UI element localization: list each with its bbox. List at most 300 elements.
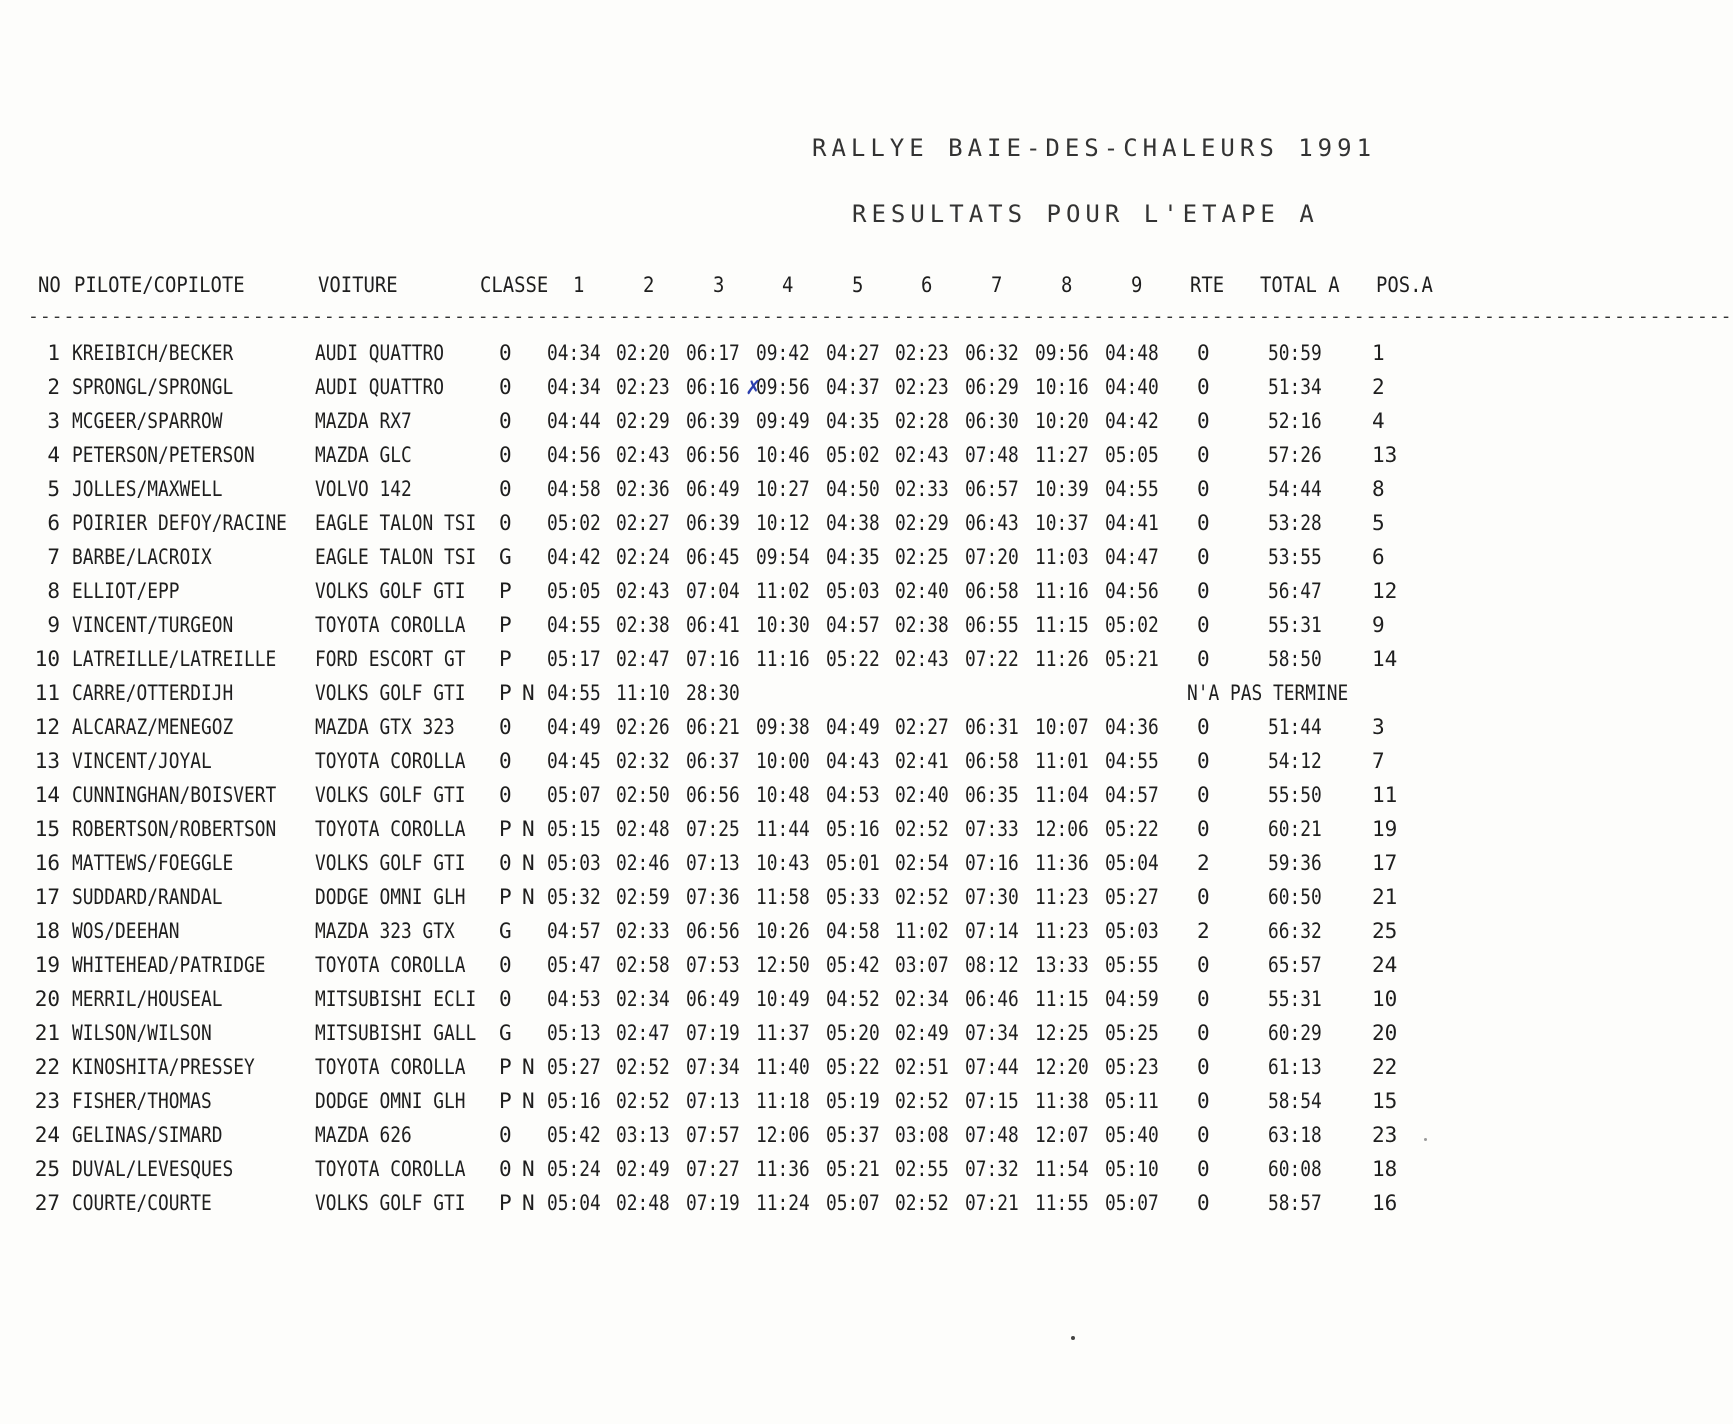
row-number: 9: [47, 613, 60, 637]
stage-time-2: 02:38: [616, 613, 670, 637]
stage-time-9: 04:55: [1105, 749, 1159, 773]
stage-time-7: 06:31: [965, 715, 1019, 739]
stage-time-7: 06:29: [965, 375, 1019, 399]
stage-time-9: 04:48: [1105, 341, 1159, 365]
table-row: [0, 851, 1512, 885]
stage-time-8: 11:38: [1035, 1089, 1089, 1113]
car-model: FORD ESCORT GT: [315, 647, 466, 671]
total-time: 58:50: [1268, 647, 1322, 671]
car-model: TOYOTA COROLLA: [315, 1055, 466, 1079]
car-class: P: [499, 817, 512, 841]
stage-time-8: 11:27: [1035, 443, 1089, 467]
novice-flag: N: [522, 1089, 535, 1113]
stage-time-2: 02:24: [616, 545, 670, 569]
row-number: 27: [34, 1191, 60, 1215]
road-penalty: 0: [1197, 1021, 1210, 1045]
stage-time-4: 09:38: [756, 715, 810, 739]
stage-time-4: 12:06: [756, 1123, 810, 1147]
table-row: [0, 545, 1512, 579]
paper-speck: [1424, 1138, 1427, 1141]
car-class: P: [499, 579, 512, 603]
stage-time-9: 04:42: [1105, 409, 1159, 433]
position: 9: [1372, 613, 1385, 637]
stage-time-9: 05:22: [1105, 817, 1159, 841]
car-class: 0: [499, 341, 512, 365]
car-model: TOYOTA COROLLA: [315, 953, 466, 977]
stage-time-3: 06:21: [686, 715, 740, 739]
pilot-copilot: KINOSHITA/PRESSEY: [72, 1055, 255, 1079]
stage-time-9: 05:11: [1105, 1089, 1159, 1113]
table-row: [0, 1089, 1512, 1123]
stage-time-6: 02:52: [895, 885, 949, 909]
row-number: 12: [34, 715, 60, 739]
pilot-copilot: VINCENT/TURGEON: [72, 613, 234, 637]
header-voiture: VOITURE: [318, 273, 398, 297]
stage-time-7: 06:58: [965, 579, 1019, 603]
stage-time-8: 11:23: [1035, 885, 1089, 909]
stage-time-1: 05:04: [547, 1191, 601, 1215]
stage-time-1: 05:17: [547, 647, 601, 671]
row-number: 20: [34, 987, 60, 1011]
pilot-copilot: WOS/DEEHAN: [72, 919, 180, 943]
stage-time-7: 06:55: [965, 613, 1019, 637]
row-number: 22: [34, 1055, 60, 1079]
car-class: G: [499, 545, 512, 569]
stage-time-6: 02:23: [895, 375, 949, 399]
row-number: 2: [47, 375, 60, 399]
header-classe: CLASSE: [480, 273, 549, 297]
stage-time-6: 02:25: [895, 545, 949, 569]
header-pos: POS.A: [1376, 273, 1433, 297]
road-penalty: 0: [1197, 341, 1210, 365]
stage-time-1: 05:15: [547, 817, 601, 841]
total-time: 53:55: [1268, 545, 1322, 569]
pilot-copilot: SPRONGL/SPRONGL: [72, 375, 234, 399]
stage-time-9: 05:04: [1105, 851, 1159, 875]
total-time: 66:32: [1268, 919, 1322, 943]
pilot-copilot: LATREILLE/LATREILLE: [72, 647, 277, 671]
car-class: 0: [499, 1123, 512, 1147]
stage-time-1: 05:05: [547, 579, 601, 603]
total-time: 63:18: [1268, 1123, 1322, 1147]
stage-time-8: 12:07: [1035, 1123, 1089, 1147]
stage-time-1: 04:55: [547, 613, 601, 637]
table-row: [0, 579, 1512, 613]
stage-time-3: 07:19: [686, 1021, 740, 1045]
car-model: DODGE OMNI GLH: [315, 885, 466, 909]
stage-time-9: 05:23: [1105, 1055, 1159, 1079]
total-time: 56:47: [1268, 579, 1322, 603]
stage-time-6: 02:41: [895, 749, 949, 773]
car-model: EAGLE TALON TSI: [315, 545, 477, 569]
stage-time-8: 13:33: [1035, 953, 1089, 977]
position: 7: [1372, 749, 1385, 773]
position: 14: [1372, 647, 1398, 671]
car-class: 0: [499, 783, 512, 807]
stage-time-4: 11:24: [756, 1191, 810, 1215]
stage-time-1: 04:42: [547, 545, 601, 569]
stage-time-6: 11:02: [895, 919, 949, 943]
pilot-copilot: ALCARAZ/MENEGOZ: [72, 715, 234, 739]
road-penalty: 0: [1197, 545, 1210, 569]
stage-time-4: 10:46: [756, 443, 810, 467]
stage-time-3: 06:49: [686, 477, 740, 501]
stage-time-7: 07:21: [965, 1191, 1019, 1215]
row-number: 4: [47, 443, 60, 467]
car-class: 0: [499, 1157, 512, 1181]
header-no: NO: [38, 273, 61, 297]
stage-time-2: 02:52: [616, 1089, 670, 1113]
stage-time-4: 11:16: [756, 647, 810, 671]
stage-time-2: 02:59: [616, 885, 670, 909]
stage-time-4: 10:00: [756, 749, 810, 773]
stage-time-3: 07:34: [686, 1055, 740, 1079]
stage-time-5: 05:19: [826, 1089, 880, 1113]
road-penalty: 0: [1197, 783, 1210, 807]
car-model: MAZDA GLC: [315, 443, 412, 467]
header-stage-8: 8: [1061, 273, 1073, 297]
stage-time-8: 11:55: [1035, 1191, 1089, 1215]
total-time: 51:44: [1268, 715, 1322, 739]
stage-time-8: 11:15: [1035, 613, 1089, 637]
stage-time-3: 06:16: [686, 375, 740, 399]
stage-time-8: 11:36: [1035, 851, 1089, 875]
stage-time-7: 07:48: [965, 443, 1019, 467]
stage-time-3: 06:39: [686, 511, 740, 535]
row-number: 25: [34, 1157, 60, 1181]
stage-time-3: 06:49: [686, 987, 740, 1011]
stage-time-8: 11:26: [1035, 647, 1089, 671]
car-class: 0: [499, 953, 512, 977]
total-time: 58:57: [1268, 1191, 1322, 1215]
stage-time-9: 05:10: [1105, 1157, 1159, 1181]
car-model: EAGLE TALON TSI: [315, 511, 477, 535]
car-model: MAZDA 323 GTX: [315, 919, 455, 943]
stage-time-3: 07:36: [686, 885, 740, 909]
pilot-copilot: VINCENT/JOYAL: [72, 749, 212, 773]
table-row: [0, 1021, 1512, 1055]
stage-time-8: 11:23: [1035, 919, 1089, 943]
stage-time-3: 07:04: [686, 579, 740, 603]
stage-time-5: 05:33: [826, 885, 880, 909]
pilot-copilot: ROBERTSON/ROBERTSON: [72, 817, 277, 841]
stage-time-3: 07:19: [686, 1191, 740, 1215]
stage-time-1: 04:55: [547, 681, 601, 705]
stage-time-7: 06:58: [965, 749, 1019, 773]
table-row: [0, 817, 1512, 851]
stage-time-1: 05:47: [547, 953, 601, 977]
position: 15: [1372, 1089, 1398, 1113]
stage-time-5: 04:53: [826, 783, 880, 807]
car-model: VOLKS GOLF GTI: [315, 851, 466, 875]
position: 10: [1372, 987, 1398, 1011]
stage-time-7: 07:20: [965, 545, 1019, 569]
table-row: [0, 919, 1512, 953]
stage-time-6: 02:23: [895, 341, 949, 365]
table-row: [0, 341, 1512, 375]
car-model: TOYOTA COROLLA: [315, 749, 466, 773]
stage-time-5: 05:20: [826, 1021, 880, 1045]
stage-time-6: 02:55: [895, 1157, 949, 1181]
total-time: 53:28: [1268, 511, 1322, 535]
table-row: [0, 681, 1512, 715]
stage-time-1: 05:42: [547, 1123, 601, 1147]
stage-time-6: 02:27: [895, 715, 949, 739]
position: 19: [1372, 817, 1398, 841]
stage-time-4: 11:18: [756, 1089, 810, 1113]
stage-time-6: 03:07: [895, 953, 949, 977]
stage-time-6: 02:34: [895, 987, 949, 1011]
stage-time-7: 06:43: [965, 511, 1019, 535]
stage-time-5: 05:02: [826, 443, 880, 467]
stage-time-9: 05:40: [1105, 1123, 1159, 1147]
stage-time-2: 02:48: [616, 817, 670, 841]
novice-flag: N: [522, 817, 535, 841]
novice-flag: N: [522, 885, 535, 909]
pilot-copilot: BARBE/LACROIX: [72, 545, 212, 569]
road-penalty: 0: [1197, 885, 1210, 909]
car-class: 0: [499, 851, 512, 875]
stage-time-9: 04:41: [1105, 511, 1159, 535]
total-time: 55:50: [1268, 783, 1322, 807]
pilot-copilot: WHITEHEAD/PATRIDGE: [72, 953, 266, 977]
total-time: 54:44: [1268, 477, 1322, 501]
car-model: VOLKS GOLF GTI: [315, 1191, 466, 1215]
stage-time-7: 07:48: [965, 1123, 1019, 1147]
total-time: 59:36: [1268, 851, 1322, 875]
header-rte: RTE: [1190, 273, 1225, 297]
table-row: [0, 953, 1512, 987]
car-model: MITSUBISHI GALL: [315, 1021, 477, 1045]
stage-time-8: 12:25: [1035, 1021, 1089, 1045]
stage-time-6: 02:40: [895, 783, 949, 807]
stage-time-2: 02:20: [616, 341, 670, 365]
table-row: [0, 613, 1512, 647]
table-row: [0, 647, 1512, 681]
road-penalty: 0: [1197, 647, 1210, 671]
row-number: 15: [34, 817, 60, 841]
stage-time-1: 04:57: [547, 919, 601, 943]
position: 2: [1372, 375, 1385, 399]
car-class: P: [499, 681, 512, 705]
stage-time-5: 05:16: [826, 817, 880, 841]
row-number: 24: [34, 1123, 60, 1147]
road-penalty: 0: [1197, 817, 1210, 841]
row-number: 3: [47, 409, 60, 433]
novice-flag: N: [522, 1157, 535, 1181]
road-penalty: 0: [1197, 443, 1210, 467]
stage-time-1: 04:53: [547, 987, 601, 1011]
total-time: 50:59: [1268, 341, 1322, 365]
stage-time-3: 07:13: [686, 851, 740, 875]
stage-time-1: 04:56: [547, 443, 601, 467]
header-pilote: PILOTE/COPILOTE: [74, 273, 245, 297]
stage-time-8: 11:03: [1035, 545, 1089, 569]
position: 4: [1372, 409, 1385, 433]
position: 25: [1372, 919, 1398, 943]
stage-time-3: 07:25: [686, 817, 740, 841]
stage-time-1: 05:27: [547, 1055, 601, 1079]
stage-time-2: 02:48: [616, 1191, 670, 1215]
car-class: P: [499, 885, 512, 909]
stage-time-8: 11:15: [1035, 987, 1089, 1011]
stage-time-4: 10:30: [756, 613, 810, 637]
header-stage-4: 4: [782, 273, 794, 297]
stage-time-9: 04:40: [1105, 375, 1159, 399]
stage-time-4: 10:26: [756, 919, 810, 943]
stage-time-5: 04:35: [826, 409, 880, 433]
stage-time-4: 09:54: [756, 545, 810, 569]
novice-flag: N: [522, 1191, 535, 1215]
total-time: 65:57: [1268, 953, 1322, 977]
table-row: [0, 409, 1512, 443]
stage-time-1: 04:49: [547, 715, 601, 739]
stage-time-3: 07:13: [686, 1089, 740, 1113]
car-class: 0: [499, 409, 512, 433]
stage-time-4: 10:48: [756, 783, 810, 807]
stage-time-4: 11:36: [756, 1157, 810, 1181]
stage-time-4: 10:49: [756, 987, 810, 1011]
stage-time-6: 02:38: [895, 613, 949, 637]
stage-time-3: 06:17: [686, 341, 740, 365]
table-row: [0, 477, 1512, 511]
road-penalty: 0: [1197, 749, 1210, 773]
car-model: TOYOTA COROLLA: [315, 817, 466, 841]
stage-time-8: 10:37: [1035, 511, 1089, 535]
stage-time-6: 02:33: [895, 477, 949, 501]
car-model: AUDI QUATTRO: [315, 375, 444, 399]
stage-time-5: 05:37: [826, 1123, 880, 1147]
car-class: P: [499, 613, 512, 637]
header-total: TOTAL A: [1260, 273, 1340, 297]
stage-time-2: 02:36: [616, 477, 670, 501]
pilot-copilot: GELINAS/SIMARD: [72, 1123, 223, 1147]
car-model: MAZDA GTX 323: [315, 715, 455, 739]
rally-title: RALLYE BAIE-DES-CHALEURS 1991: [812, 134, 1377, 162]
pilot-copilot: COURTE/COURTE: [72, 1191, 212, 1215]
position: 5: [1372, 511, 1385, 535]
total-time: 57:26: [1268, 443, 1322, 467]
stage-time-3: 06:56: [686, 443, 740, 467]
row-number: 10: [34, 647, 60, 671]
stage-time-8: 11:04: [1035, 783, 1089, 807]
car-model: TOYOTA COROLLA: [315, 613, 466, 637]
stage-time-3: 07:27: [686, 1157, 740, 1181]
stage-time-4: 11:58: [756, 885, 810, 909]
stage-time-1: 05:16: [547, 1089, 601, 1113]
stage-time-1: 04:34: [547, 341, 601, 365]
stage-time-2: 02:26: [616, 715, 670, 739]
stage-time-6: 02:28: [895, 409, 949, 433]
stage-time-2: 02:58: [616, 953, 670, 977]
car-class: P: [499, 1055, 512, 1079]
stage-time-3: 07:16: [686, 647, 740, 671]
stage-time-5: 04:38: [826, 511, 880, 535]
road-penalty: 0: [1197, 1123, 1210, 1147]
table-row: [0, 1157, 1512, 1191]
novice-flag: N: [522, 1055, 535, 1079]
stage-time-5: 05:03: [826, 579, 880, 603]
table-row: [0, 1123, 1512, 1157]
row-number: 13: [34, 749, 60, 773]
stage-time-3: 28:30: [686, 681, 740, 705]
stage-time-5: 05:22: [826, 647, 880, 671]
stage-time-3: 07:53: [686, 953, 740, 977]
pilot-copilot: MATTEWS/FOEGGLE: [72, 851, 234, 875]
stage-time-5: 04:37: [826, 375, 880, 399]
stage-time-5: 04:57: [826, 613, 880, 637]
pilot-copilot: POIRIER DEFOY/RACINE: [72, 511, 287, 535]
stage-time-9: 04:57: [1105, 783, 1159, 807]
car-model: AUDI QUATTRO: [315, 341, 444, 365]
stage-time-8: 11:16: [1035, 579, 1089, 603]
stage-time-3: 07:57: [686, 1123, 740, 1147]
stage-time-1: 05:13: [547, 1021, 601, 1045]
stage-time-5: 04:35: [826, 545, 880, 569]
stage-time-5: 04:58: [826, 919, 880, 943]
stage-time-4: 09:42: [756, 341, 810, 365]
header-stage-6: 6: [921, 273, 933, 297]
header-stage-7: 7: [991, 273, 1003, 297]
car-class: 0: [499, 715, 512, 739]
road-penalty: 0: [1197, 1157, 1210, 1181]
total-time: 58:54: [1268, 1089, 1322, 1113]
stage-time-1: 04:58: [547, 477, 601, 501]
table-row: [0, 443, 1512, 477]
stage-time-3: 06:45: [686, 545, 740, 569]
table-row: [0, 715, 1512, 749]
header-stage-5: 5: [852, 273, 864, 297]
car-class: 0: [499, 477, 512, 501]
stage-time-2: 02:52: [616, 1055, 670, 1079]
table-row: [0, 511, 1512, 545]
stage-time-2: 02:27: [616, 511, 670, 535]
stage-time-7: 07:16: [965, 851, 1019, 875]
position: 16: [1372, 1191, 1398, 1215]
stage-time-8: 12:06: [1035, 817, 1089, 841]
stage-time-4: 09:49: [756, 409, 810, 433]
road-penalty: 0: [1197, 1055, 1210, 1079]
stage-time-5: 05:42: [826, 953, 880, 977]
stage-time-6: 02:29: [895, 511, 949, 535]
stage-time-4: 10:43: [756, 851, 810, 875]
stage-time-7: 08:12: [965, 953, 1019, 977]
pilot-copilot: ELLIOT/EPP: [72, 579, 180, 603]
stage-time-5: 05:22: [826, 1055, 880, 1079]
row-number: 7: [47, 545, 60, 569]
stage-time-6: 02:52: [895, 1191, 949, 1215]
stage-time-5: 05:07: [826, 1191, 880, 1215]
stage-time-1: 05:32: [547, 885, 601, 909]
stage-time-2: 02:43: [616, 579, 670, 603]
position: 12: [1372, 579, 1398, 603]
row-number: 23: [34, 1089, 60, 1113]
stage-time-5: 04:43: [826, 749, 880, 773]
stage-time-6: 02:54: [895, 851, 949, 875]
position: 17: [1372, 851, 1398, 875]
stage-time-7: 07:33: [965, 817, 1019, 841]
row-number: 5: [47, 477, 60, 501]
header-stage-9: 9: [1131, 273, 1143, 297]
stage-time-9: 05:05: [1105, 443, 1159, 467]
position: 6: [1372, 545, 1385, 569]
pilot-copilot: JOLLES/MAXWELL: [72, 477, 223, 501]
total-time: 52:16: [1268, 409, 1322, 433]
pilot-copilot: FISHER/THOMAS: [72, 1089, 212, 1113]
pilot-copilot: DUVAL/LEVESQUES: [72, 1157, 234, 1181]
pilot-copilot: WILSON/WILSON: [72, 1021, 212, 1045]
stage-time-6: 02:43: [895, 647, 949, 671]
